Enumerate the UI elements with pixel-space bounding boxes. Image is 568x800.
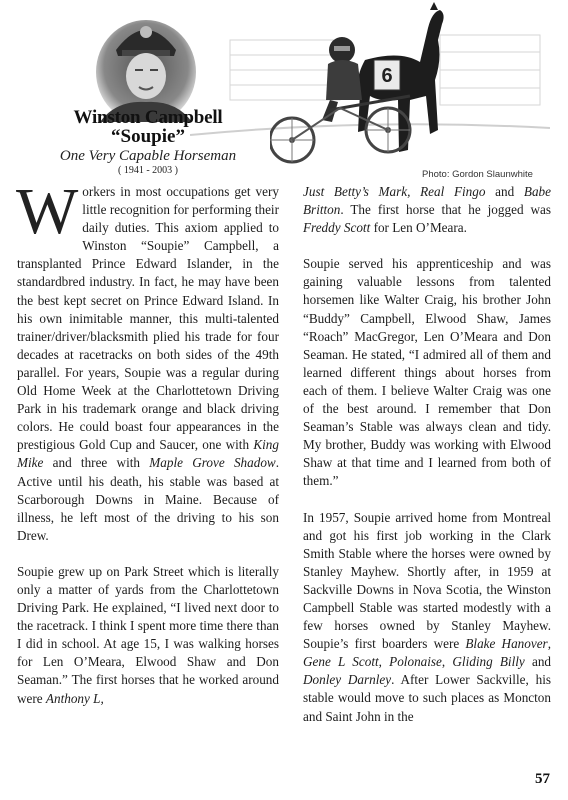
paragraph xyxy=(16,175,280,545)
horse-name: Just Betty’s Mark, Real Fingo xyxy=(303,184,486,199)
separator: , xyxy=(378,654,390,670)
paragraph xyxy=(17,563,279,708)
body-text: and xyxy=(485,184,524,199)
paragraph: Soupie served his apprenticeship and was gaining valuable lessons from talented horsemen like Walter Craig, his brother John “Buddy” Campbell, Elwood Shaw, James “Roach” MacGregor, Len O’Meara and Don Seaman. He stated, “I admired all of them and learned different things about horses from each of them. I believe Walter Craig was one of the best around. I remember that Don Seaman’s Stable was always clean and tidy. My brother, Buddy was working with Elwood Shaw at that time and I learned from both of them.” xyxy=(303,256,551,489)
horse-name: Polonaise xyxy=(389,654,442,670)
horse-name: Maple Grove Shadow xyxy=(149,455,276,471)
left-column xyxy=(16,175,280,708)
header-artwork xyxy=(0,0,568,185)
drop-cap: W xyxy=(16,175,79,248)
horse-name: Gene L Scott xyxy=(303,654,379,670)
horse-name: King Mike xyxy=(17,437,279,471)
driver-portrait xyxy=(94,10,198,122)
page-number: 57 xyxy=(535,771,550,787)
body-text: . Active until his death, his stable was based at Scarborough Downs in Maine. Because of illness, he left most of the driving to his son Drew. xyxy=(17,455,280,543)
article-title: Winston Campbell xyxy=(73,107,223,128)
separator: , xyxy=(547,636,551,652)
body-text: . After Lower Sackville, his stable would move to such places as Moncton and Saint John in the xyxy=(303,672,551,724)
paragraph xyxy=(303,183,551,237)
race-photo-horse-sulky xyxy=(270,0,465,178)
article-subtitle: One Very Capable Horseman xyxy=(59,148,237,164)
lifespan-years: ( 1941 - 2003 ) xyxy=(118,165,178,176)
separator: and xyxy=(524,654,552,670)
horse-name: Blake Hanover xyxy=(465,636,548,652)
body-text: In 1957, Soupie arrived home from Montreal and got his first job working in the Clark Smith Stable where the horses were owned by Stanley Mayhew. Shortly after, in 1959 at Sackville Downs in Nova Scotia, the Winston Campbell Stable was started modestly with a few horses owned by Stanley Mayhew. Soupie’s first boarders were xyxy=(303,509,551,652)
horse-name: Anthony L, xyxy=(45,690,104,706)
separator: , xyxy=(441,654,453,670)
body-text: orkers in most occupations get very little recognition for performing their daily duties. This axiom applied to Winston “Soupie” Campbell, a transplanted Prince Edward Islander, in the standardbred industry. In fact, he may have been the best kept secret on Prince Edward Island. In his own inimitable manner, this multi-talented trainer/driver/blacksmith plied his trade for four decades at racetracks on both sides of the 49th parallel. For years, Soupie was a regular during Old Home Week at the Charlottetown Driving Park in his trademark orange and black driving colors. He could boast four appearances in the prestigious Gold Cup and Saucer, one with xyxy=(17,184,279,453)
horse-name: Gliding Billy xyxy=(452,654,525,670)
body-text: and three with xyxy=(43,455,150,471)
body-text: Soupie grew up on Park Street which is literally only a matter of yards from the Charlottetown Driving Park. He explained, “I lived next door to the racetrack. I think I spent more time there than I did in school. At age 15, I was walking horses for Len O’Meara, Elwood Shaw and Don Seaman.” The first horses that he worked around were xyxy=(17,563,279,706)
horse-name: Babe Britton xyxy=(303,184,552,218)
title-block xyxy=(36,108,260,177)
photo-credit: Photo: Gordon Slaunwhite xyxy=(422,169,533,180)
horse-name: Donley Darnley xyxy=(303,672,392,688)
body-text: for Len O’Meara. xyxy=(370,220,467,236)
paragraph xyxy=(303,509,551,726)
saddle-cloth-number: 6 xyxy=(381,65,393,87)
horse-name: Freddy Scott xyxy=(303,220,371,236)
right-column xyxy=(303,183,551,726)
body-text: . The first horse that he jogged was xyxy=(340,202,551,218)
article-nickname: “Soupie” xyxy=(111,126,185,147)
